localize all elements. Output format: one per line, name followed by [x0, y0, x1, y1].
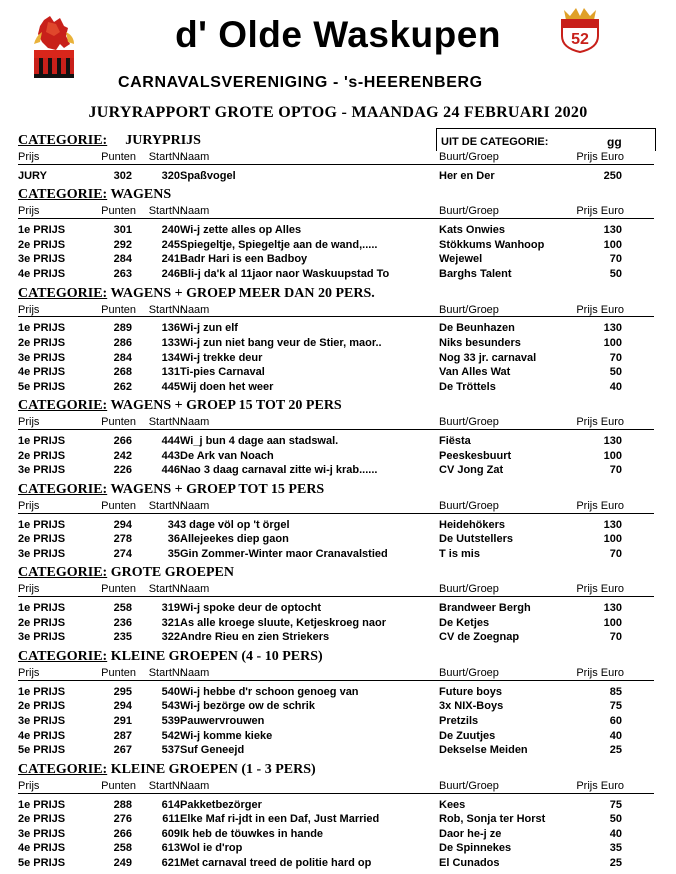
cell-punten: 291	[113, 715, 132, 728]
cell-punten: 301	[113, 224, 132, 237]
cell-euro: 70	[609, 547, 622, 560]
cell-naam: Wol ie d'rop	[180, 842, 243, 855]
table-row	[18, 336, 654, 351]
cell-euro: 250	[603, 169, 622, 182]
column-header-naam: Naam	[180, 205, 210, 218]
cell-prijs: 1e PRIJS	[18, 798, 66, 811]
category-section	[18, 481, 654, 565]
cell-euro: 85	[609, 685, 622, 698]
cell-buurt: Kats Onwies	[439, 224, 506, 237]
category-section	[18, 285, 654, 398]
cell-prijs: 5e PRIJS	[18, 744, 66, 757]
column-header-punten: Punten	[101, 499, 136, 512]
cell-buurt: De Spinnekes	[439, 842, 512, 855]
section-spacer	[18, 871, 654, 874]
cell-euro: 60	[609, 715, 622, 728]
table-row	[18, 252, 654, 267]
uit-de-categorie-label: UIT DE CATEGORIE:	[441, 136, 549, 148]
table-row	[18, 223, 654, 238]
column-header-startnr: StartNr.	[148, 205, 186, 218]
category-heading	[18, 648, 654, 666]
cell-prijs: 3e PRIJS	[18, 631, 66, 644]
cell-euro: 25	[609, 744, 622, 757]
category-label: CATEGORIE:	[18, 649, 108, 665]
category-section	[18, 132, 654, 186]
cell-start: 611	[162, 813, 180, 826]
table-row	[18, 380, 654, 395]
column-header-row	[18, 303, 654, 318]
table-row	[18, 714, 654, 729]
column-header-startnr: StartNr.	[148, 667, 186, 680]
cell-punten: 276	[113, 813, 132, 826]
category-heading	[18, 481, 654, 499]
cell-start: 539	[161, 715, 180, 728]
cell-buurt: El Cunados	[439, 857, 500, 869]
cell-punten: 267	[113, 744, 132, 757]
column-header-punten: Punten	[101, 583, 136, 596]
cell-euro: 40	[609, 380, 622, 393]
table-row	[18, 827, 654, 842]
cell-buurt: Barghs Talent	[439, 267, 512, 280]
cell-naam: Gin Zommer-Winter maor Cranavalstied	[180, 547, 388, 560]
cell-euro: 50	[609, 813, 622, 826]
cell-naam: Wi-j zun niet bang veur de Stier, maor..	[180, 336, 382, 349]
cell-start: 543	[161, 700, 180, 713]
cell-buurt: Kees	[439, 798, 466, 811]
cell-buurt: De Zuutjes	[439, 729, 496, 742]
cell-start: 613	[161, 842, 180, 855]
cell-euro: 100	[603, 238, 622, 251]
table-row	[18, 841, 654, 856]
cell-naam: Met carnaval treed de politie hard op	[180, 857, 372, 869]
cell-prijs: 2e PRIJS	[18, 238, 66, 251]
cell-naam: Nao 3 daag carnaval zitte wi-j krab......	[180, 464, 378, 477]
column-header-prijs: Prijs	[18, 205, 40, 218]
cell-start: 443	[161, 449, 180, 462]
cell-buurt: Pretzils	[439, 715, 479, 728]
cell-start: 320	[161, 169, 180, 182]
cell-euro: 100	[603, 533, 622, 546]
cell-prijs: 2e PRIJS	[18, 700, 66, 713]
cell-start: 444	[161, 435, 180, 448]
cell-start: 133	[161, 336, 180, 349]
category-heading	[18, 186, 654, 204]
cell-punten: 258	[113, 602, 132, 615]
category-name: KLEINE GROEPEN (1 - 3 PERS)	[110, 761, 316, 777]
cell-prijs: 2e PRIJS	[18, 813, 66, 826]
cell-punten: 258	[113, 842, 132, 855]
cell-buurt: CV de Zoegnap	[439, 631, 520, 644]
table-row	[18, 630, 654, 645]
column-header-startnr: StartNr.	[148, 499, 186, 512]
cell-start: 241	[161, 253, 180, 266]
category-name: WAGENS + GROEP MEER DAN 20 PERS.	[110, 285, 375, 301]
cell-naam: Wi-j zette alles op Alles	[180, 224, 302, 237]
cell-prijs: 4e PRIJS	[18, 366, 66, 379]
cell-punten: 266	[113, 827, 132, 840]
cell-prijs: 4e PRIJS	[18, 729, 66, 742]
cell-prijs: 1e PRIJS	[18, 602, 66, 615]
column-header-buurt: Buurt/Groep	[439, 779, 499, 792]
cell-euro: 50	[609, 267, 622, 280]
cell-start: 540	[161, 685, 180, 698]
cell-punten: 263	[113, 267, 132, 280]
cell-prijs: 1e PRIJS	[18, 224, 66, 237]
cell-punten: 266	[113, 435, 132, 448]
cell-start: 134	[161, 351, 180, 364]
cell-euro: 100	[603, 449, 622, 462]
category-label: CATEGORIE:	[18, 761, 108, 777]
cell-buurt: Heidehökers	[439, 518, 506, 531]
cell-prijs: 3e PRIJS	[18, 827, 66, 840]
cell-start: 136	[161, 322, 180, 335]
column-header-buurt: Buurt/Groep	[439, 667, 499, 680]
category-label: CATEGORIE:	[18, 398, 108, 414]
category-label: CATEGORIE:	[18, 187, 108, 203]
column-header-euro: Prijs Euro	[576, 583, 624, 596]
cell-prijs: 3e PRIJS	[18, 351, 66, 364]
category-label: CATEGORIE:	[18, 133, 108, 148]
cell-euro: 40	[609, 827, 622, 840]
cell-punten: 284	[113, 253, 132, 266]
cell-start: 246	[161, 267, 180, 280]
cell-start: 240	[161, 224, 180, 237]
table-row	[18, 351, 654, 366]
table-row	[18, 547, 654, 562]
cell-euro: 70	[609, 253, 622, 266]
column-header-row	[18, 582, 654, 597]
category-heading	[18, 397, 654, 415]
column-header-euro: Prijs Euro	[576, 303, 624, 316]
column-header-naam: Naam	[180, 583, 210, 596]
column-header-startnr: StartNr.	[148, 416, 186, 429]
cell-start: 445	[161, 380, 180, 393]
cell-buurt: Van Alles Wat	[439, 366, 511, 379]
cell-buurt: De Tröttels	[439, 380, 496, 393]
column-header-punten: Punten	[101, 667, 136, 680]
category-section	[18, 761, 654, 874]
table-row	[18, 856, 654, 871]
table-row	[18, 812, 654, 827]
cell-naam: Wi-j bezörge ow de schrik	[180, 700, 315, 713]
category-section	[18, 564, 654, 648]
cell-punten: 278	[113, 533, 132, 546]
column-header-prijs: Prijs	[18, 303, 40, 316]
cell-start: 609	[161, 827, 180, 840]
cell-prijs: 2e PRIJS	[18, 533, 66, 546]
category-heading	[18, 132, 654, 150]
cell-euro: 75	[609, 700, 622, 713]
column-header-row	[18, 779, 654, 794]
column-header-row	[18, 666, 654, 681]
column-header-euro: Prijs Euro	[576, 667, 624, 680]
category-section	[18, 648, 654, 761]
cell-buurt: Her en Der	[439, 169, 495, 182]
column-header-punten: Punten	[101, 151, 136, 163]
column-header-prijs: Prijs	[18, 151, 40, 163]
cell-euro: 70	[609, 631, 622, 644]
cell-prijs: 1e PRIJS	[18, 435, 66, 448]
cell-naam: Pauwervrouwen	[180, 715, 265, 728]
cell-start: 35	[167, 547, 180, 560]
column-header-buurt: Buurt/Groep	[439, 499, 499, 512]
table-row	[18, 532, 654, 547]
cell-naam: Wi-j zun elf	[180, 322, 238, 335]
column-header-buurt: Buurt/Groep	[439, 303, 499, 316]
cell-start: 322	[161, 631, 180, 644]
table-row	[18, 699, 654, 714]
cell-buurt: CV Jong Zat	[439, 464, 504, 477]
table-row	[18, 169, 654, 184]
cell-buurt: Brandweer Bergh	[439, 602, 531, 615]
column-header-euro: Prijs Euro	[576, 416, 624, 429]
jury-report-sections	[18, 132, 654, 874]
cell-punten: 288	[113, 798, 132, 811]
cell-euro: 130	[603, 435, 622, 448]
cell-punten: 302	[113, 169, 132, 182]
column-header-prijs: Prijs	[18, 499, 40, 512]
cell-prijs: 2e PRIJS	[18, 449, 66, 462]
cell-euro: 70	[609, 464, 622, 477]
cell-punten: 287	[113, 729, 132, 742]
report-heading: JURYRAPPORT GROTE OPTOG - MAANDAG 24 FEBRUARI 2020	[88, 104, 588, 121]
cell-prijs: 2e PRIJS	[18, 336, 66, 349]
table-row	[18, 365, 654, 380]
cell-buurt: Rob, Sonja ter Horst	[439, 813, 546, 826]
column-header-prijs: Prijs	[18, 667, 40, 680]
cell-buurt: Dekselse Meiden	[439, 744, 528, 757]
column-header-startnr: StartNr.	[148, 303, 186, 316]
cell-naam: Elke Maf ri-jdt in een Daf, Just Married	[180, 813, 380, 826]
cell-punten: 236	[113, 616, 132, 629]
cell-buurt: Fiësta	[439, 435, 471, 448]
column-header-prijs: Prijs	[18, 416, 40, 429]
cell-prijs: 1e PRIJS	[18, 518, 66, 531]
cell-prijs: 1e PRIJS	[18, 322, 66, 335]
cell-buurt: Future boys	[439, 685, 502, 698]
table-row	[18, 798, 654, 813]
cell-naam: De Ark van Noach	[180, 449, 274, 462]
cell-naam: Suf Geneejd	[180, 744, 245, 757]
cell-naam: Wi_j bun 4 dage aan stadswal.	[180, 435, 339, 448]
column-header-naam: Naam	[180, 499, 210, 512]
cell-punten: 284	[113, 351, 132, 364]
cell-start: 319	[161, 602, 180, 615]
cell-euro: 70	[609, 351, 622, 364]
column-header-euro: Prijs Euro	[576, 151, 624, 163]
cell-naam: Wi-j spoke deur de optocht	[180, 602, 322, 615]
column-header-row	[18, 204, 654, 219]
category-label: CATEGORIE:	[18, 481, 108, 497]
cell-start: 446	[161, 464, 180, 477]
column-header-euro: Prijs Euro	[576, 779, 624, 792]
cell-punten: 274	[113, 547, 132, 560]
cell-prijs: 4e PRIJS	[18, 842, 66, 855]
cell-start: 36	[167, 533, 180, 546]
column-header-buurt: Buurt/Groep	[439, 583, 499, 596]
cell-prijs: 5e PRIJS	[18, 380, 66, 393]
category-section	[18, 397, 654, 481]
page-title: d' Olde Waskupen	[175, 14, 501, 55]
category-name: GROTE GROEPEN	[110, 565, 234, 581]
cell-prijs: 1e PRIJS	[18, 685, 66, 698]
category-name: WAGENS + GROEP 15 TOT 20 PERS	[110, 398, 342, 414]
cell-naam: Ti-pies Carnaval	[180, 366, 265, 379]
cell-naam: Wij doen het weer	[180, 380, 274, 393]
cell-prijs: 2e PRIJS	[18, 616, 66, 629]
table-row	[18, 616, 654, 631]
table-row	[18, 238, 654, 253]
cell-euro: 130	[603, 224, 622, 237]
cell-euro: 50	[609, 366, 622, 379]
cell-naam: Spaßvogel	[180, 169, 236, 182]
cell-euro: 130	[603, 518, 622, 531]
cell-buurt: 3x NIX-Boys	[439, 700, 504, 713]
cell-euro: 35	[609, 842, 622, 855]
cell-start: 542	[161, 729, 180, 742]
category-name: WAGENS	[110, 187, 172, 203]
cell-naam: As alle kroege sluute, Ketjeskroeg naor	[180, 616, 387, 629]
cell-prijs: 5e PRIJS	[18, 857, 66, 869]
cell-euro: 25	[609, 857, 622, 869]
column-header-row	[18, 150, 654, 165]
table-row	[18, 743, 654, 758]
column-header-naam: Naam	[180, 151, 210, 163]
table-row	[18, 434, 654, 449]
table-row	[18, 267, 654, 282]
category-label: CATEGORIE:	[18, 565, 108, 581]
category-heading	[18, 285, 654, 303]
category-prize: JURYPRIJS	[125, 133, 201, 148]
cell-euro: 100	[603, 616, 622, 629]
cell-buurt: De Ketjes	[439, 616, 490, 629]
category-heading	[18, 761, 654, 779]
table-row	[18, 518, 654, 533]
cell-punten: 286	[113, 336, 132, 349]
cell-buurt: Daor he-j ze	[439, 827, 502, 840]
cell-naam: Ik heb de töuwkes in hande	[180, 827, 324, 840]
cell-punten: 292	[113, 238, 132, 251]
cell-naam: Allejeekes diep gaon	[180, 533, 289, 546]
cell-start: 321	[161, 616, 180, 629]
cell-punten: 242	[113, 449, 132, 462]
column-header-euro: Prijs Euro	[576, 499, 624, 512]
cell-start: 621	[161, 857, 180, 869]
column-header-punten: Punten	[101, 416, 136, 429]
uit-de-categorie-value: gg	[607, 135, 622, 149]
column-header-buurt: Buurt/Groep	[439, 151, 499, 163]
cell-naam: Wi-j trekke deur	[180, 351, 263, 364]
cell-prijs: 3e PRIJS	[18, 547, 66, 560]
cell-prijs: 3e PRIJS	[18, 253, 66, 266]
cell-naam: 3 dage völ op 't örgel	[180, 518, 290, 531]
table-row	[18, 449, 654, 464]
cell-buurt: T is mis	[439, 547, 480, 560]
cell-punten: 289	[113, 322, 132, 335]
cell-punten: 268	[113, 366, 132, 379]
cell-naam: Badr Hari is een Badboy	[180, 253, 308, 266]
column-header-punten: Punten	[101, 205, 136, 218]
column-header-naam: Naam	[180, 416, 210, 429]
cell-buurt: Nog 33 jr. carnaval	[439, 351, 537, 364]
table-row	[18, 601, 654, 616]
column-header-naam: Naam	[180, 667, 210, 680]
category-name: KLEINE GROEPEN (4 - 10 PERS)	[110, 649, 323, 665]
cell-buurt: Stökkums Wanhoop	[439, 238, 545, 251]
cell-buurt: De Beunhazen	[439, 322, 515, 335]
cell-punten: 294	[113, 518, 132, 531]
column-header-prijs: Prijs	[18, 583, 40, 596]
cell-euro: 100	[603, 336, 622, 349]
column-header-prijs: Prijs	[18, 779, 40, 792]
cell-euro: 130	[603, 602, 622, 615]
column-header-punten: Punten	[101, 779, 136, 792]
category-section	[18, 186, 654, 284]
cell-start: 34	[167, 518, 180, 531]
cell-start: 245	[161, 238, 180, 251]
category-label: CATEGORIE:	[18, 285, 108, 301]
cell-buurt: Wejewel	[439, 253, 483, 266]
cell-naam: Andre Rieu en zien Striekers	[180, 631, 330, 644]
column-header-startnr: StartNr.	[148, 151, 186, 163]
cell-prijs: JURY	[18, 169, 47, 182]
column-header-punten: Punten	[101, 303, 136, 316]
table-row	[18, 321, 654, 336]
cell-start: 614	[161, 798, 180, 811]
cell-start: 537	[161, 744, 180, 757]
page-subtitle: CARNAVALSVERENIGING - 's-HEERENBERG	[118, 74, 483, 91]
column-header-naam: Naam	[180, 779, 210, 792]
cell-punten: 235	[113, 631, 132, 644]
cell-euro: 130	[603, 322, 622, 335]
cell-start: 131	[161, 366, 180, 379]
cell-prijs: 3e PRIJS	[18, 464, 66, 477]
column-header-row	[18, 499, 654, 514]
table-row	[18, 463, 654, 478]
cell-punten: 226	[113, 464, 132, 477]
cell-euro: 75	[609, 798, 622, 811]
cell-punten: 294	[113, 700, 132, 713]
svg-text:52: 52	[571, 31, 589, 48]
cell-naam: Bli-j da'k al 11jaor naor Waskuupstad To	[180, 267, 390, 280]
cell-punten: 262	[113, 380, 132, 393]
cell-naam: Spiegeltje, Spiegeltje aan de wand,.....	[180, 238, 378, 251]
cell-naam: Wi-j hebbe d'r schoon genoeg van	[180, 685, 359, 698]
cell-punten: 295	[113, 685, 132, 698]
column-header-buurt: Buurt/Groep	[439, 416, 499, 429]
table-row	[18, 685, 654, 700]
cell-naam: Wi-j komme kieke	[180, 729, 273, 742]
cell-prijs: 4e PRIJS	[18, 267, 66, 280]
cell-prijs: 3e PRIJS	[18, 715, 66, 728]
cell-naam: Pakketbezörger	[180, 798, 262, 811]
column-header-startnr: StartNr.	[148, 779, 186, 792]
cell-buurt: Peeskesbuurt	[439, 449, 512, 462]
column-header-startnr: StartNr.	[148, 583, 186, 596]
column-header-row	[18, 415, 654, 430]
column-header-buurt: Buurt/Groep	[439, 205, 499, 218]
category-heading	[18, 564, 654, 582]
column-header-euro: Prijs Euro	[576, 205, 624, 218]
cell-buurt: Niks besunders	[439, 336, 521, 349]
cell-punten: 249	[113, 857, 132, 869]
category-name: WAGENS + GROEP TOT 15 PERS	[110, 481, 325, 497]
cell-euro: 40	[609, 729, 622, 742]
cell-buurt: De Uutstellers	[439, 533, 513, 546]
table-row	[18, 729, 654, 744]
column-header-naam: Naam	[180, 303, 210, 316]
